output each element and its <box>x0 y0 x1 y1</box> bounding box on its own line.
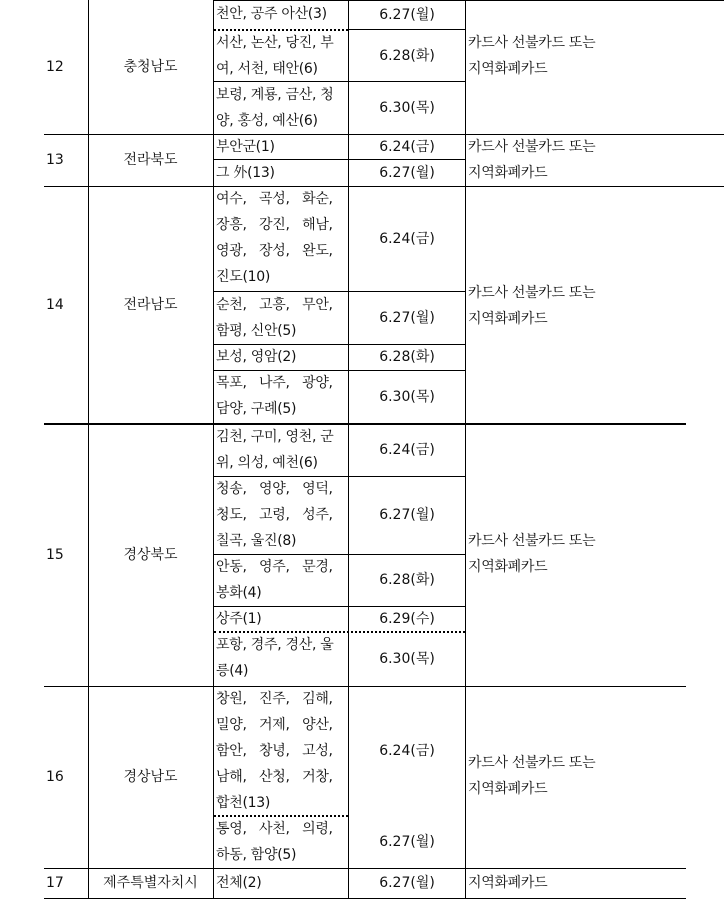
distribution-date: 6.30(목) <box>379 389 435 405</box>
row-divider <box>213 554 465 555</box>
region-name: 제주특별자치시 <box>103 875 198 891</box>
area-list: 목포, 나주, 광양, 담양, 구례(5) <box>216 375 333 417</box>
distribution-date: 6.24(금) <box>379 743 435 759</box>
row-number: 15 <box>46 547 64 563</box>
row-divider <box>213 370 465 371</box>
row-number: 17 <box>46 875 64 891</box>
row-divider <box>44 898 686 899</box>
region-name: 충청남도 <box>123 59 178 75</box>
distribution-date: 6.24(금) <box>379 139 435 155</box>
area-list: 김천, 구미, 영천, 군 위, 의성, 예천(6) <box>216 429 334 471</box>
area-list: 부안군(1) <box>216 139 275 155</box>
distribution-date: 6.29(수) <box>379 611 435 627</box>
payment-method: 카드사 선불카드 또는 지역화폐카드 <box>468 755 596 797</box>
area-list: 보령, 계룡, 금산, 청 양, 홍성, 예산(6) <box>216 87 334 129</box>
area-list: 안동, 영주, 문경, 봉화(4) <box>216 559 333 601</box>
row-divider <box>213 476 465 477</box>
distribution-date: 6.30(목) <box>379 100 435 116</box>
row-divider <box>348 29 465 30</box>
row-divider <box>44 186 724 187</box>
area-list: 포항, 경주, 경산, 울 릉(4) <box>216 637 334 679</box>
dotted-divider <box>214 815 348 817</box>
dotted-divider <box>214 631 465 633</box>
row-divider <box>213 159 465 160</box>
row-divider <box>213 291 465 292</box>
area-list: 창원, 진주, 김해, 밀양, 거제, 양산, 함안, 창녕, 고성, 남해, 산청, 거창, 합천(13) <box>216 691 333 811</box>
distribution-date: 6.24(금) <box>379 442 435 458</box>
area-list: 청송, 영양, 영덕, 청도, 고령, 성주, 칠곡, 울진(8) <box>216 481 333 549</box>
row-divider <box>213 606 465 607</box>
area-list: 순천, 고흥, 무안, 함평, 신안(5) <box>216 297 333 339</box>
distribution-date: 6.27(월) <box>379 165 435 181</box>
row-number: 16 <box>46 769 64 785</box>
region-name: 경상남도 <box>123 769 178 785</box>
distribution-date: 6.27(월) <box>379 834 435 850</box>
area-list: 통영, 사천, 의령, 하동, 함양(5) <box>216 821 333 863</box>
row-divider <box>213 0 724 1</box>
dotted-divider <box>214 29 348 31</box>
distribution-date: 6.24(금) <box>379 231 435 247</box>
distribution-date: 6.28(화) <box>379 48 435 64</box>
distribution-date: 6.28(화) <box>379 572 435 588</box>
distribution-date: 6.27(월) <box>379 7 435 23</box>
distribution-date: 6.30(목) <box>379 651 435 667</box>
region-name: 경상북도 <box>123 547 178 563</box>
region-name: 전라남도 <box>123 297 178 313</box>
area-list: 상주(1) <box>216 611 262 627</box>
payment-method: 카드사 선불카드 또는 지역화폐카드 <box>468 139 596 181</box>
area-list: 천안, 공주 아산(3) <box>216 6 327 22</box>
row-divider <box>44 423 686 425</box>
row-divider <box>44 686 686 687</box>
area-list: 전체(2) <box>216 875 262 891</box>
row-divider <box>44 868 686 869</box>
distribution-date: 6.27(월) <box>379 507 435 523</box>
area-list: 보성, 영암(2) <box>216 349 297 365</box>
row-divider <box>44 134 724 135</box>
row-divider <box>213 344 465 345</box>
area-list: 그 外(13) <box>216 165 275 181</box>
region-name: 전라북도 <box>123 152 178 168</box>
payment-method: 지역화폐카드 <box>468 875 548 891</box>
row-divider <box>213 81 465 82</box>
area-list: 여수, 곡성, 화순, 장흥, 강진, 해남, 영광, 장성, 완도, 진도(10) <box>216 191 333 285</box>
payment-method: 카드사 선불카드 또는 지역화폐카드 <box>468 285 596 327</box>
payment-method: 카드사 선불카드 또는 지역화폐카드 <box>468 533 596 575</box>
payment-method: 카드사 선불카드 또는 지역화폐카드 <box>468 35 596 77</box>
row-number: 13 <box>46 152 64 168</box>
row-number: 12 <box>46 59 64 75</box>
distribution-date: 6.27(월) <box>379 875 435 891</box>
distribution-date: 6.28(화) <box>379 349 435 365</box>
row-number: 14 <box>46 297 64 313</box>
distribution-date: 6.27(월) <box>379 310 435 326</box>
area-list: 서산, 논산, 당진, 부 여, 서천, 태안(6) <box>216 35 334 77</box>
